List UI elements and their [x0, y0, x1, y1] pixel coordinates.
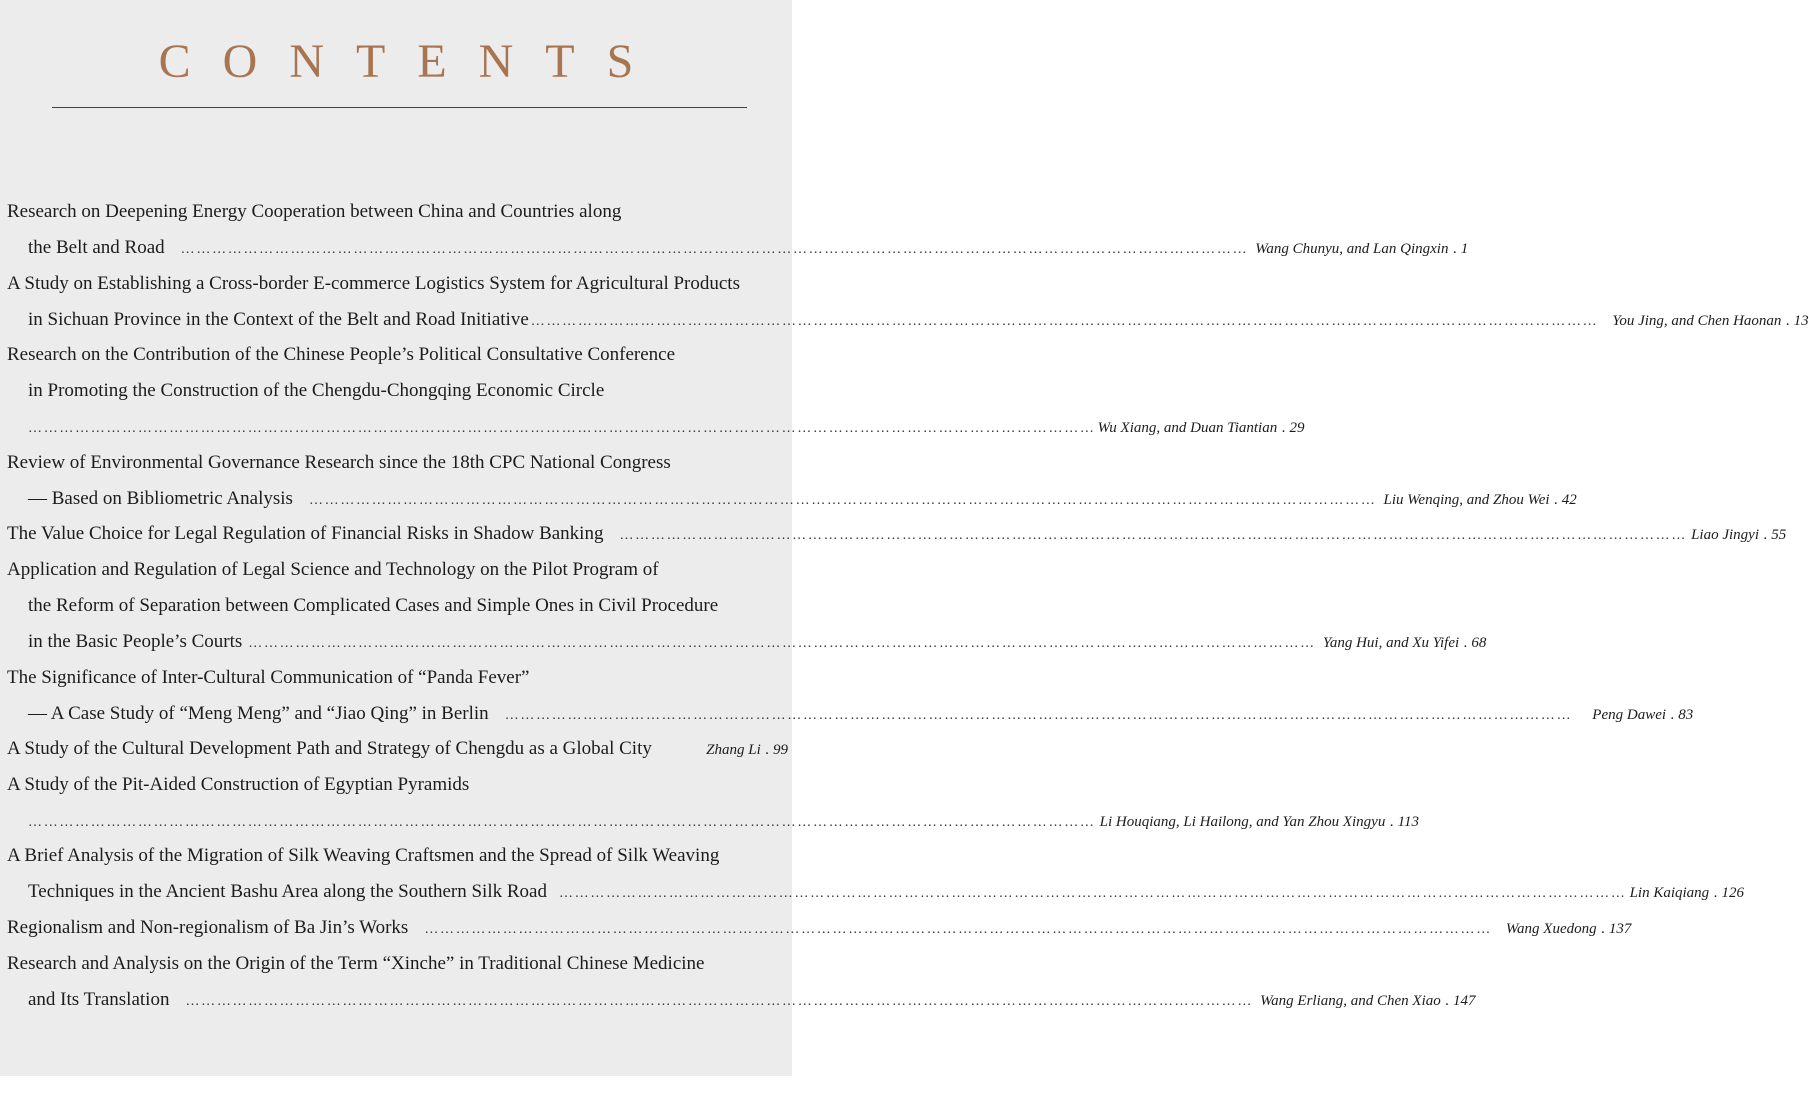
- toc-entry-8-line-1[interactable]: A Study of the Cultural Development Path and Strategy of Chengdu as a Global City Zhang Li . 99: [7, 737, 788, 761]
- entry-page-number: . 83: [1670, 707, 1694, 723]
- toc-entry-12-line-2[interactable]: and Its Translation …………………………………………………………………………………………………………………………………………………………………………………… Wang Erliang, and Chen Xiao . 147: [28, 988, 788, 1012]
- toc-entry-10-line-1[interactable]: A Brief Analysis of the Migration of Silk Weaving Craftsmen and the Spread of Silk Weaving: [7, 845, 720, 866]
- entry-page-number: . 99: [765, 742, 788, 758]
- toc-entry-2-line-2[interactable]: in Sichuan Province in the Context of the Belt and Road Initiative …………………………………………………………………………………………………………………………………………………………………………………… You Jing, and Chen Haonan . 13: [28, 308, 788, 332]
- entry-authors: Peng Dawei: [1592, 707, 1667, 723]
- dot-leader: ……………………………………………………………………………………………………………………………………………………………………………………: [28, 421, 1096, 436]
- dot-leader: ……………………………………………………………………………………………………………………………………………………………………………………: [530, 314, 1599, 329]
- toc-entry-7-line-2[interactable]: — A Case Study of “Meng Meng” and “Jiao Qing” in Berlin …………………………………………………………………………………………………………………………………………………………………………………… Peng Dawei . 83: [28, 702, 788, 726]
- toc-entry-3-line-3[interactable]: [28, 415, 1305, 439]
- toc-entry-2-line-1[interactable]: A Study on Establishing a Cross-border E-commerce Logistics System for Agricultural Products: [7, 273, 740, 294]
- toc-entry-4-line-2[interactable]: — Based on Bibliometric Analysis …………………………………………………………………………………………………………………………………………………………………………………… Liu Wenqing, and Zhou Wei . 42: [28, 487, 788, 511]
- entry-authors: Wang Erliang, and Chen Xiao: [1260, 993, 1441, 1009]
- toc-entry-4-line-1[interactable]: Review of Environmental Governance Research since the 18th CPC National Congress: [7, 452, 671, 473]
- entry-authors: Liu Wenqing, and Zhou Wei: [1383, 492, 1550, 508]
- toc-entry-6-line-3[interactable]: in the Basic People’s Courts …………………………………………………………………………………………………………………………………………………………………………………… Yang Hui, and Xu Yifei . 68: [28, 630, 788, 654]
- toc-entry-1-line-2[interactable]: the Belt and Road …………………………………………………………………………………………………………………………………………………………………………………… Wang Chunyu, and Lan Qingxin . 1: [28, 236, 788, 260]
- entry-page-number: . 13: [1786, 313, 1809, 329]
- toc-entry-6-line-2[interactable]: the Reform of Separation between Complicated Cases and Simple Ones in Civil Procedure: [28, 595, 719, 616]
- entry-authors: Wang Xuedong: [1505, 921, 1597, 937]
- toc-entry-3-line-2[interactable]: in Promoting the Construction of the Chengdu-Chongqing Economic Circle: [28, 380, 605, 401]
- toc-entry-11-line-1[interactable]: Regionalism and Non-regionalism of Ba Jin’s Works …………………………………………………………………………………………………………………………………………………………………………………… Wang Xuedong . 137: [7, 916, 788, 940]
- entry-page-number: . 147: [1445, 993, 1476, 1009]
- entry-authors: Wu Xiang, and Duan Tiantian: [1097, 420, 1278, 436]
- entry-page-number: . 126: [1713, 885, 1744, 901]
- entry-authors: Zhang Li: [706, 742, 761, 758]
- dot-leader: ……………………………………………………………………………………………………………………………………………………………………………………: [180, 242, 1249, 257]
- entry-authors: You Jing, and Chen Haonan: [1612, 313, 1782, 329]
- entry-page-number: . 68: [1463, 635, 1487, 651]
- dot-leader: ……………………………………………………………………………………………………………………………………………………………………………………: [28, 815, 1096, 830]
- entry-authors: Liao Jingyi: [1691, 527, 1759, 543]
- dot-leader: ……………………………………………………………………………………………………………………………………………………………………………………: [424, 922, 1492, 937]
- toc-entry-7-line-1[interactable]: The Significance of Inter-Cultural Communication of “Panda Fever”: [7, 667, 530, 688]
- entry-page-number: . 42: [1554, 492, 1577, 508]
- dot-leader: ……………………………………………………………………………………………………………………………………………………………………………………: [504, 708, 1573, 723]
- dot-leader: ……………………………………………………………………………………………………………………………………………………………………………………: [558, 886, 1627, 901]
- toc-entry-9-line-2[interactable]: [28, 809, 1419, 833]
- entry-authors: Yang Hui, and Xu Yifei: [1322, 635, 1460, 651]
- toc-entry-12-line-1[interactable]: Research and Analysis on the Origin of the Term “Xinche” in Traditional Chinese Medicine: [7, 953, 705, 974]
- toc-entry-3-line-1[interactable]: Research on the Contribution of the Chinese People’s Political Consultative Conference: [7, 344, 676, 365]
- page-title: CONTENTS: [158, 35, 666, 88]
- dot-leader: ……………………………………………………………………………………………………………………………………………………………………………………: [185, 994, 1254, 1009]
- toc-entry-10-line-2[interactable]: Techniques in the Ancient Bashu Area along the Southern Silk Road …………………………………………………………………………………………………………………………………………………………………………………… Lin Kaiqiang . 126: [28, 880, 788, 904]
- toc-entry-5-line-1[interactable]: The Value Choice for Legal Regulation of Financial Risks in Shadow Banking …………………………………………………………………………………………………………………………………………………………………………………… Liao Jingyi . 55: [7, 522, 788, 546]
- entry-authors: Lin Kaiqiang: [1629, 885, 1710, 901]
- toc-entry-1-line-1[interactable]: Research on Deepening Energy Cooperation between China and Countries along: [7, 201, 622, 222]
- dot-leader: ……………………………………………………………………………………………………………………………………………………………………………………: [619, 528, 1688, 543]
- entry-page-number: . 137: [1601, 921, 1632, 937]
- entry-page-number: . 55: [1763, 527, 1787, 543]
- entry-authors: Li Houqiang, Li Hailong, and Yan Zhou Xingyu: [1099, 814, 1386, 830]
- entry-page-number: . 113: [1390, 814, 1419, 830]
- entry-page-number: . 1: [1453, 241, 1469, 257]
- toc-entry-9-line-1[interactable]: A Study of the Pit-Aided Construction of Egyptian Pyramids: [7, 774, 470, 795]
- toc-entry-6-line-1[interactable]: Application and Regulation of Legal Science and Technology on the Pilot Program of: [7, 559, 659, 580]
- entry-authors: Wang Chunyu, and Lan Qingxin: [1255, 241, 1449, 257]
- entry-page-number: . 29: [1281, 420, 1305, 436]
- title-divider: [52, 107, 747, 108]
- dot-leader: ……………………………………………………………………………………………………………………………………………………………………………………: [308, 493, 1377, 508]
- dot-leader: ……………………………………………………………………………………………………………………………………………………………………………………: [248, 636, 1316, 651]
